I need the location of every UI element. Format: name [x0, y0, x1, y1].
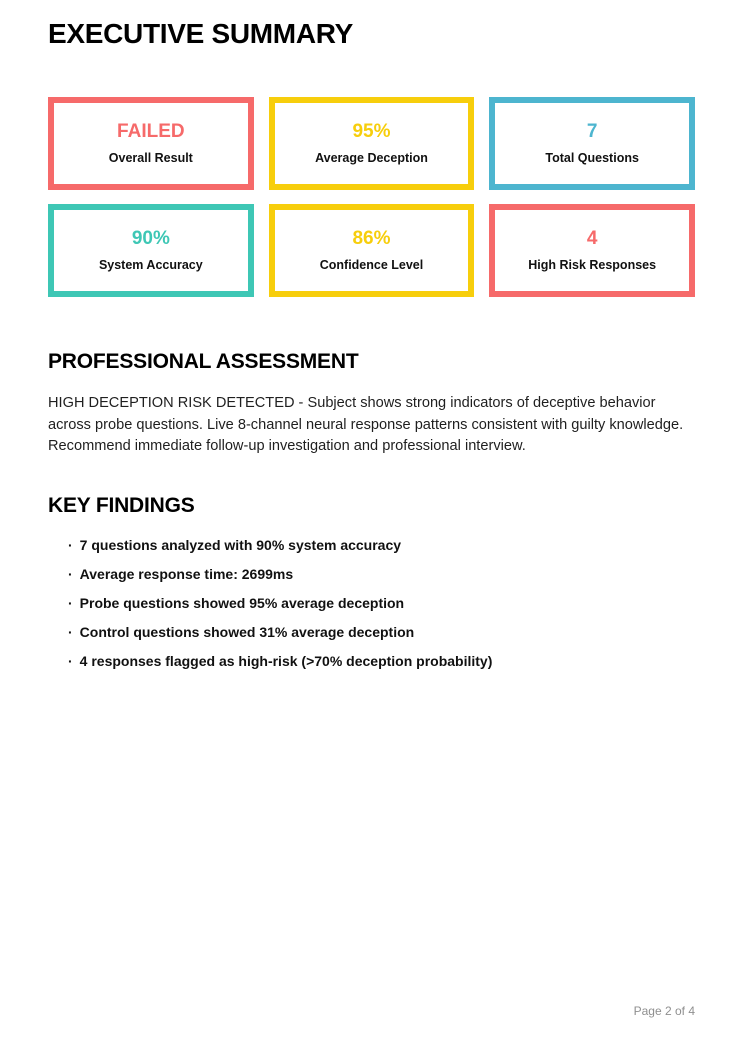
stat-label: Average Deception	[315, 151, 428, 166]
page-number: Page 2 of 4	[633, 1004, 695, 1018]
stat-label: Confidence Level	[319, 258, 424, 273]
stat-label: System Accuracy	[98, 258, 203, 273]
stat-value: 86%	[352, 227, 391, 249]
page-title: EXECUTIVE SUMMARY	[48, 18, 354, 49]
stat-card-grid	[48, 97, 695, 297]
stat-value: 7	[586, 120, 598, 142]
professional-assessment-heading: PROFESSIONAL ASSESSMENT	[48, 350, 359, 373]
stat-card	[48, 204, 254, 297]
professional-assessment-body: HIGH DECEPTION RISK DETECTED - Subject shows strong indicators of deceptive behavior across probe questions. Live 8-channel neural response patterns consistent with guilty knowledge. Recommend immediate follow-up investigation and professional interview.	[48, 395, 684, 454]
key-findings-heading: KEY FINDINGS	[48, 493, 195, 517]
stat-label: Total Questions	[545, 151, 639, 166]
stat-value: 90%	[131, 227, 170, 249]
key-findings-list	[48, 538, 695, 669]
stat-value: 95%	[352, 120, 391, 142]
key-findings-section	[48, 494, 695, 669]
stat-label: High Risk Responses	[528, 258, 657, 273]
key-finding-item: · Average response time: 2699ms	[68, 567, 695, 582]
stat-value: 4	[586, 227, 598, 249]
key-finding-item: · Control questions showed 31% average deception	[68, 625, 695, 640]
stat-card	[269, 204, 475, 297]
professional-assessment-section	[48, 350, 695, 458]
stat-card	[489, 204, 695, 297]
stat-value: FAILED	[117, 120, 185, 142]
stat-card	[48, 97, 254, 190]
key-finding-item: · Probe questions showed 95% average deception	[68, 596, 695, 611]
stat-card	[489, 97, 695, 190]
key-finding-item: · 7 questions analyzed with 90% system accuracy	[68, 538, 695, 553]
key-finding-item: · 4 responses flagged as high-risk (>70% deception probability)	[68, 654, 695, 669]
stat-card	[269, 97, 475, 190]
stat-label: Overall Result	[108, 151, 193, 166]
